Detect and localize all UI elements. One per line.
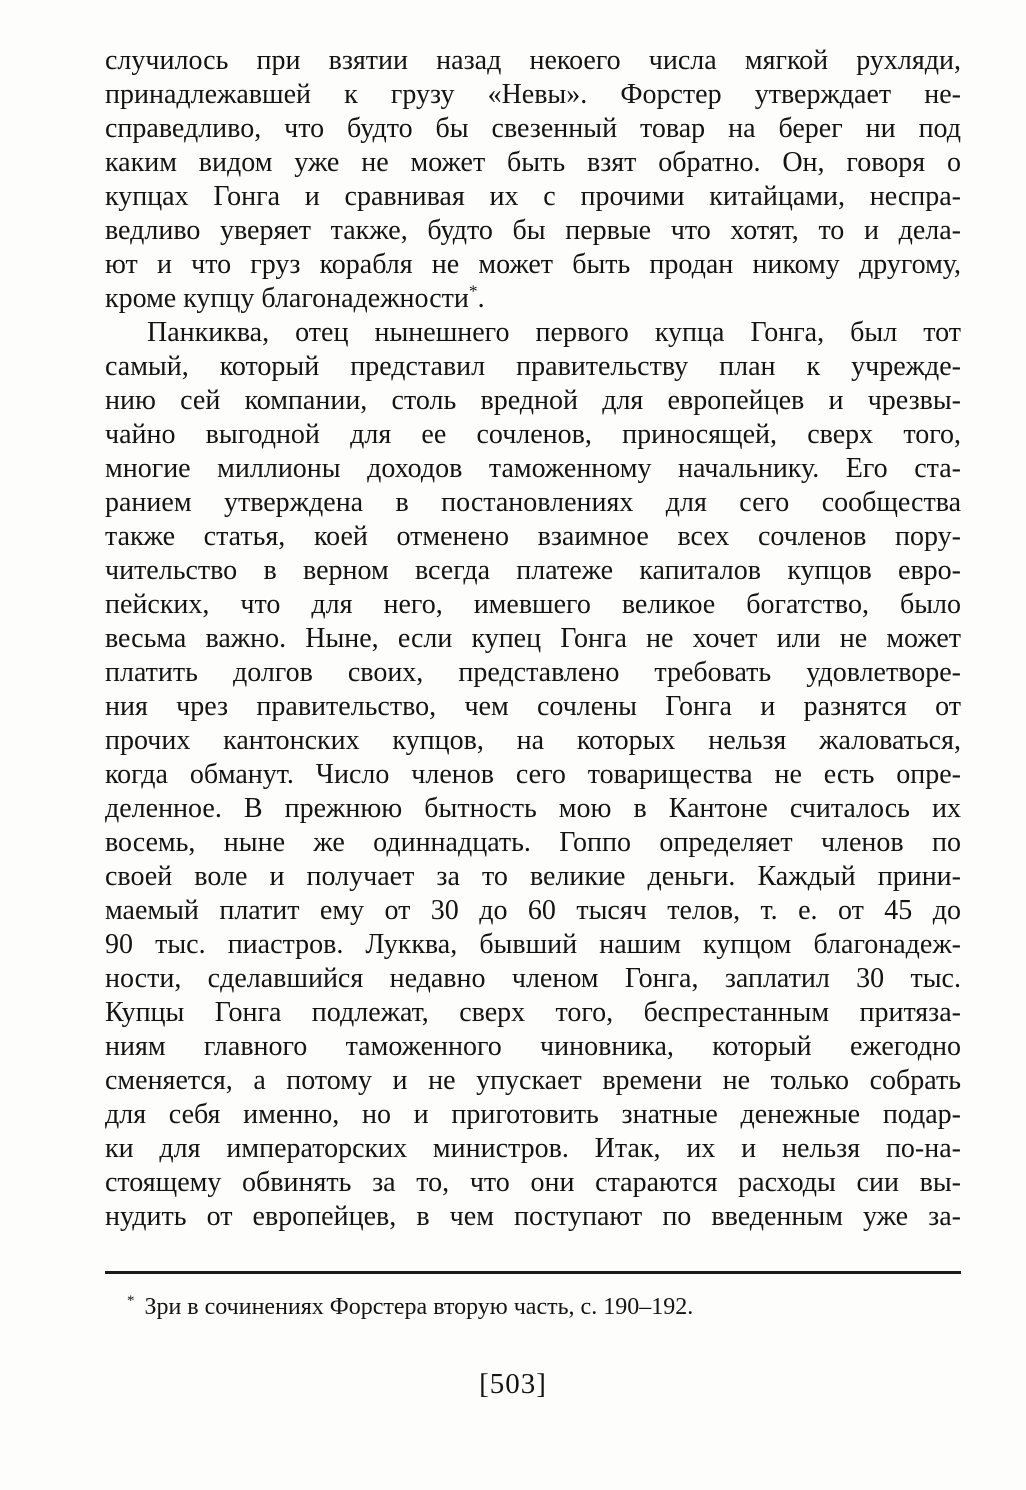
text-line: своей воле и получает за то великие деньги. Каждый прини- [105, 861, 961, 892]
footnote [105, 1292, 983, 1322]
text-line: весьма важно. Ныне, если купец Гонга не хочет или не может [105, 623, 961, 654]
footnote-reference-marker: * [468, 281, 478, 301]
text-line: сменяется, а потому и не упускает времени не только собрать [105, 1065, 961, 1096]
text-line: Купцы Гонга подлежат, сверх того, беспрестанным притяза- [105, 997, 961, 1028]
text-line: деленное. В прежнюю бытность мою в Кантоне считалось их [105, 793, 961, 824]
text-line: также статья, коей отменено взаимное всех сочленов пору- [105, 521, 961, 552]
text-line: кроме купцу благонадежности*. [105, 281, 485, 314]
page-number: [503] [479, 1368, 547, 1400]
text-line: купцах Гонга и сравнивая их с прочими китайцами, неспра- [105, 181, 961, 212]
text-line: случилось при взятии назад некоего числа мягкой рухляди, [105, 45, 961, 76]
text-line: платить долгов своих, представлено требовать удовлетворе- [105, 657, 961, 688]
text-line: ниям главного таможенного чиновника, который ежегодно [105, 1031, 961, 1062]
paragraph [105, 44, 961, 316]
text-line: многие миллионы доходов таможенному начальнику. Его ста- [105, 453, 961, 484]
text-line: пейских, что для него, имевшего великое богатство, было [105, 589, 961, 620]
paragraph [105, 316, 961, 1234]
text-line: ют и что груз корабля не может быть продан никому другому, [105, 249, 961, 280]
text-line: принадлежавшей к грузу «Невы». Форстер утверждает не- [105, 79, 961, 110]
text-line: нию сей компании, столь вредной для европейцев и чрезвы- [105, 385, 961, 416]
text-line: прочих кантонских купцов, на которых нельзя жаловаться, [105, 725, 961, 756]
footnote-marker: * [127, 1293, 135, 1309]
text-line: для себя именно, но и приготовить знатные денежные подар- [105, 1099, 961, 1130]
footnote-separator-rule [105, 1271, 961, 1274]
text-line: восемь, ныне же одиннадцать. Гоппо определяет членов по [105, 827, 961, 858]
text-line: ния чрез правительство, чем сочлены Гонга и разнятся от [105, 691, 961, 722]
footnote-text: Зри в сочинениях Форстера вторую часть, с. 190–192. [144, 1294, 694, 1320]
text-line: 90 тыс. пиастров. Лукква, бывший нашим купцом благонадеж- [105, 929, 961, 960]
text-line: ности, сделавшийся недавно членом Гонга, заплатил 30 тыс. [105, 963, 961, 994]
text-line: ведливо уверяет также, будто бы первые что хотят, то и дела- [105, 215, 961, 246]
text-line: стоящему обвинять за то, что они стараются расходы сии вы- [105, 1167, 961, 1198]
text-line: чайно выгодной для ее сочленов, приносящей, сверх того, [105, 419, 961, 450]
text-line: маемый платит ему от 30 до 60 тысяч телов, т. е. от 45 до [105, 895, 961, 926]
text-block [105, 44, 961, 1234]
text-line: каким видом уже не может быть взят обратно. Он, говоря о [105, 147, 961, 178]
text-line: Панкиква, отец нынешнего первого купца Гонга, был тот [147, 317, 961, 348]
text-line: ранием утверждена в постановлениях для сего сообщества [105, 487, 961, 518]
text-line: самый, который представил правительству план к учрежде- [105, 351, 961, 382]
text-line: ки для императорских министров. Итак, их и нельзя по-на- [105, 1133, 961, 1164]
text-line: нудить от европейцев, в чем поступают по введенным уже за- [105, 1201, 961, 1232]
text-line: чительство в верном всегда платеже капиталов купцов евро- [105, 555, 961, 586]
text-line: справедливо, что будто бы свезенный товар на берег ни под [105, 113, 961, 144]
text-line: когда обманут. Число членов сего товарищества не есть опре- [105, 759, 961, 790]
